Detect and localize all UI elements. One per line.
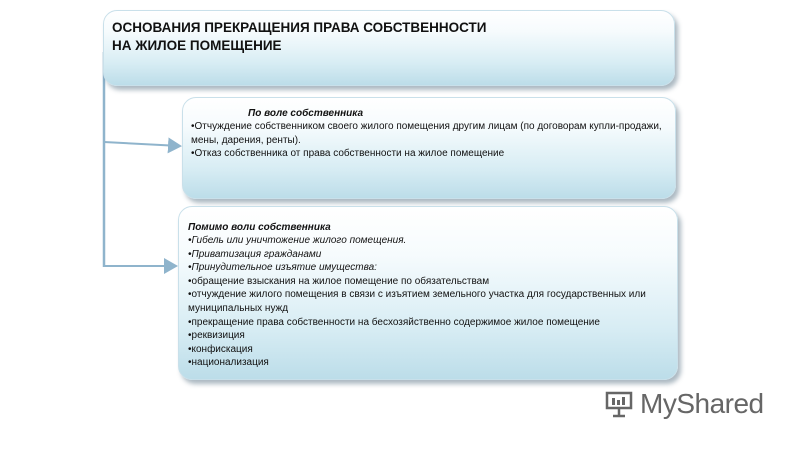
list-item: •Отчуждение собственником своего жилого помещения другим лицам (по договорам купли-продажи, мены, дарения, ренты). [191, 121, 662, 146]
voluntary-heading: По воле собственника [248, 108, 364, 119]
list-item: •Гибель или уничтожение жилого помещения. [188, 235, 407, 246]
list-item: •прекращение права собственности на бесхозяйственно содержимое жилое помещение [188, 316, 600, 328]
list-item: •Отказ собственника от права собственности на жилое помещение [191, 148, 505, 160]
list-item: •национализация [188, 357, 269, 369]
title-box [103, 10, 675, 86]
voluntary-list [191, 120, 669, 161]
myshared-logo[interactable] [604, 386, 764, 422]
involuntary-box [178, 206, 678, 380]
list-item: •Приватизация гражданами [188, 248, 322, 260]
list-item: •реквизиция [188, 330, 245, 342]
list-item: •Принудительное изъятие имущества: [188, 262, 377, 274]
presentation-board-icon [604, 389, 634, 419]
list-item: •обращение взыскания на жилое помещение по обязательствам [188, 275, 490, 287]
list-item: •конфискация [188, 343, 253, 355]
logo-text: MyShared [640, 388, 764, 419]
voluntary-box [182, 97, 676, 199]
diagram-title: ОСНОВАНИЯ ПРЕКРАЩЕНИЯ ПРАВА СОБСТВЕННОСТИ НА ЖИЛОЕ ПОМЕЩЕНИЕ [112, 20, 487, 53]
list-item: •отчуждение жилого помещения в связи с изъятием земельного участка для государственных или муниципальных нужд [188, 289, 646, 314]
involuntary-heading: Помимо воли собственника [188, 222, 331, 233]
arrow-to-box1 [104, 142, 180, 146]
involuntary-list [188, 234, 668, 370]
